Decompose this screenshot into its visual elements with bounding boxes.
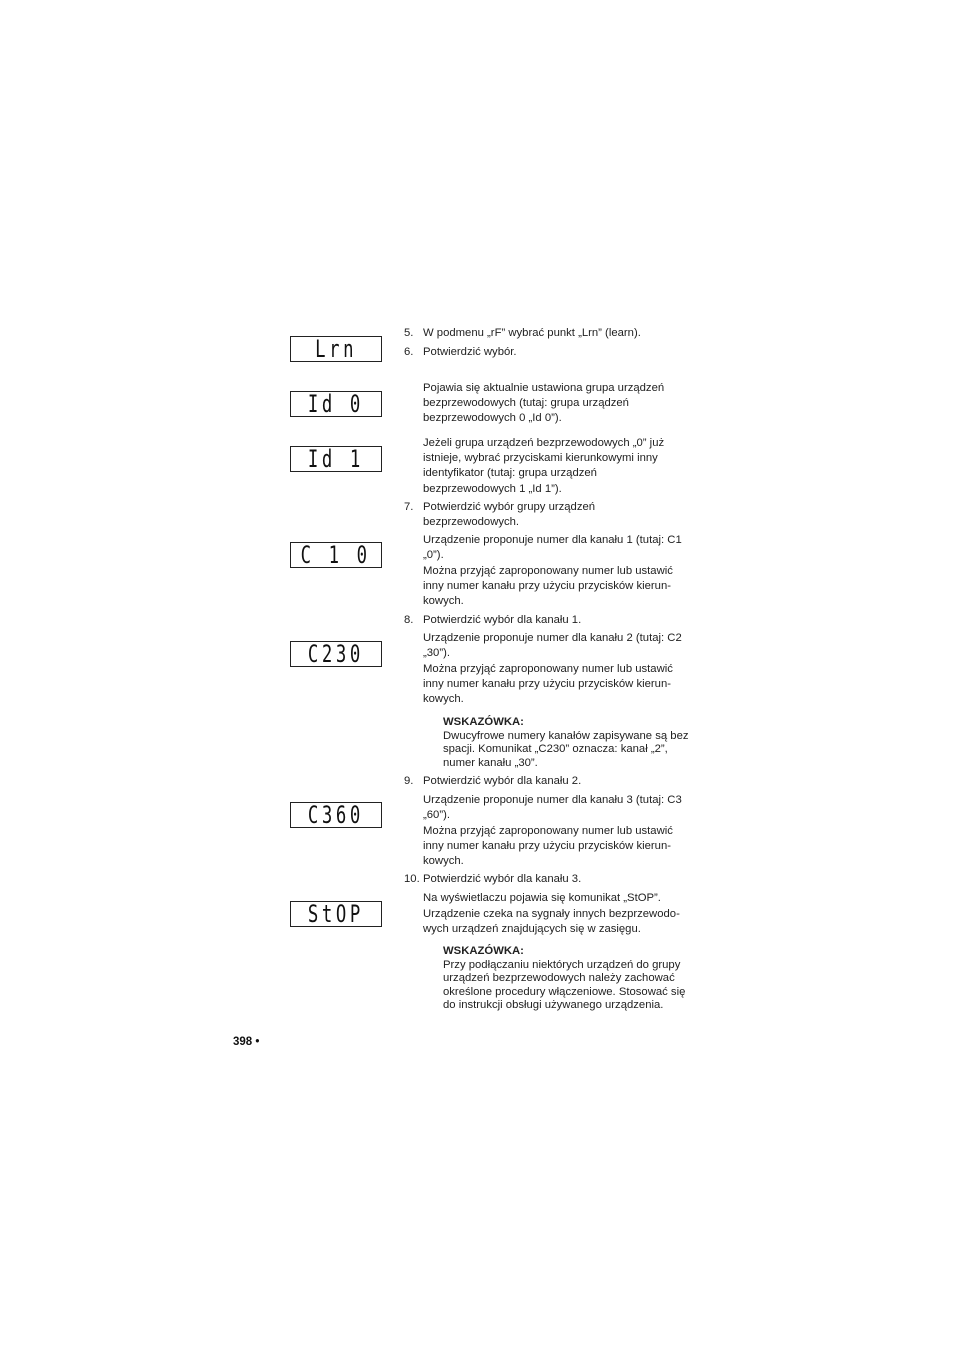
paragraph: Urządzenie proponuje numer dla kanału 1 (tutaj: C1 „0”). (423, 534, 682, 562)
step-text: Potwierdzić wybór. (423, 346, 517, 358)
lcd-text: Lrn (314, 335, 358, 363)
note-box (443, 716, 698, 770)
lcd-display-c230 (290, 641, 382, 667)
lcd-text: Id 0 (307, 390, 364, 418)
step-number: 10. (404, 873, 420, 885)
lcd-display-id1 (290, 446, 382, 472)
step-number: 8. (404, 614, 414, 626)
step-number: 9. (404, 775, 414, 787)
step-text: Potwierdzić wybór grupy urządzeń bezprzewodowych. (423, 501, 596, 529)
step-text: W podmenu „rF” wybrać punkt „Lrn” (learn). (423, 327, 641, 339)
step-number: 5. (404, 327, 414, 339)
note-heading: WSKAZÓWKA: (443, 716, 524, 728)
paragraph: Urządzenie proponuje numer dla kanału 2 (tutaj: C2 „30”). (423, 632, 682, 660)
lcd-text: StOP (307, 900, 364, 928)
lcd-display-c10 (290, 542, 382, 568)
paragraph: Można przyjąć zaproponowany numer lub ustawić inny numer kanału przy użyciu przycisków kierun-kowych. (423, 825, 673, 868)
step-text: Potwierdzić wybór dla kanału 3. (423, 873, 582, 885)
lcd-text: C230 (307, 640, 364, 668)
note-heading: WSKAZÓWKA: (443, 945, 524, 957)
lcd-text: C 1 0 (300, 541, 372, 569)
paragraph: Można przyjąć zaproponowany numer lub ustawić inny numer kanału przy użyciu przycisków kierun-kowych. (423, 565, 673, 608)
page-number: 398 • (233, 1036, 260, 1048)
lcd-display-c360 (290, 802, 382, 828)
step-number: 7. (404, 501, 414, 513)
paragraph: Na wyświetlaczu pojawia się komunikat „StOP”. (423, 892, 661, 904)
lcd-display-lrn (290, 336, 382, 362)
step-text: Potwierdzić wybór dla kanału 1. (423, 614, 582, 626)
paragraph: Można przyjąć zaproponowany numer lub ustawić inny numer kanału przy użyciu przycisków kierun-kowych. (423, 663, 673, 706)
paragraph: Jeżeli grupa urządzeń bezprzewodowych „0” już istnieje, wybrać przyciskami kierunkowymi inny identyfikator (tutaj: grupa urządzeń bezprzewodowych 1 „Id 1”). (423, 437, 665, 495)
paragraph: Urządzenie czeka na sygnały innych bezprzewodo-wych urządzeń znajdujących się w zasięgu. (423, 908, 680, 936)
lcd-text: C360 (307, 801, 364, 829)
step-text: Potwierdzić wybór dla kanału 2. (423, 775, 582, 787)
note-text: Przy podłączaniu niektórych urządzeń do grupy urządzeń bezprzewodowych należy zachować określone procedury włączeniowe. Stosować się do instrukcji obsługi używanego urządzenia. (443, 958, 686, 1012)
lcd-text: Id 1 (307, 445, 364, 473)
lcd-display-id0 (290, 391, 382, 417)
step-number: 6. (404, 346, 414, 358)
note-text: Dwucyfrowe numery kanałów zapisywane są bez spacji. Komunikat „C230” oznacza: kanał „2”, numer kanału „30”. (443, 729, 689, 769)
lcd-display-stop (290, 901, 382, 927)
paragraph: Urządzenie proponuje numer dla kanału 3 (tutaj: C3 „60”). (423, 794, 682, 822)
paragraph: Pojawia się aktualnie ustawiona grupa urządzeń bezprzewodowych (tutaj: grupa urządzeń bezprzewodowych 0 „Id 0”). (423, 382, 665, 425)
note-box (443, 945, 698, 1013)
